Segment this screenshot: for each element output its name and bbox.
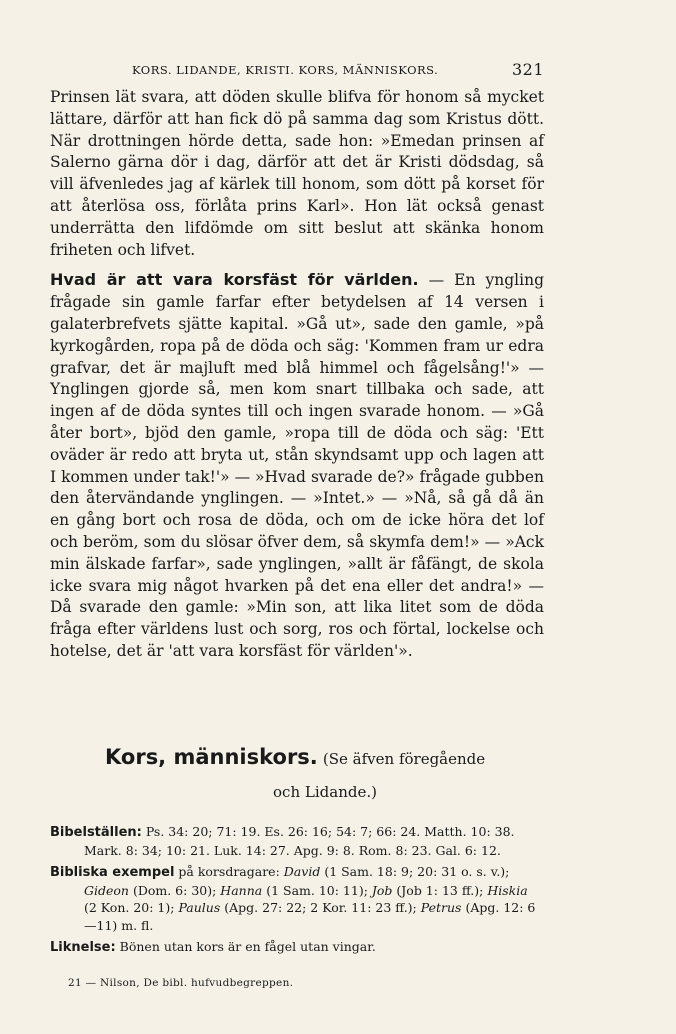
example-ref: (1 Sam. 10: 11); xyxy=(266,882,368,898)
liknelse-text: Bönen utan kors är en fågel utan vingar. xyxy=(119,939,376,954)
example-ref: (2 Kon. 20: 1); xyxy=(84,900,175,915)
bibelstallen-entry xyxy=(50,823,544,859)
section-note-a: (Se äfven föregående xyxy=(322,750,486,768)
paragraph-heading: Hvad är att vara korsfäst för världen. xyxy=(50,270,419,290)
example-name: Gideon xyxy=(84,882,129,898)
references xyxy=(50,823,544,961)
example-name: Job xyxy=(371,882,393,898)
paragraph-prinsen: Prinsen lät svara, att döden skulle blifva för honom så mycket lättare, därför att han fick dö på samma dag som Kristus dött. När drottningen hörde detta, sade hon: »Emedan prinsen af Salerno gärna dör i dag, därför att det är Kristi dödsdag, så vill äfvenledes jag af kärlek till honom, som dött på korset för att återlösa oss, förlåta prins Karl». Hon lät också genast underrätta den lifdömde om sitt beslut att skänka honom friheten och lifvet. xyxy=(50,88,544,259)
paragraph-korsfast xyxy=(50,269,544,662)
bibelstallen-text: Ps. 34: 20; 71: 19. Es. 26: 16; 54: 7; 66: 24. Matth. 10: 38. Mark. 8: 34; 10: 21. Luk. 14: 27. Apg. 9: 8. Rom. 8: 23. Gal. 6: 12. xyxy=(84,824,515,858)
bibliska-exempel-intro: på korsdragare: xyxy=(178,864,280,879)
section-heading xyxy=(105,745,545,801)
example-name: David xyxy=(283,864,321,879)
bibliska-exempel-entry xyxy=(50,863,544,934)
example-ref: (Apg. 12: 6—11) m. fl. xyxy=(84,900,536,933)
example-ref: (1 Sam. 18: 9; 20: 31 o. s. v.); xyxy=(324,864,510,879)
bibliska-exempel-label: Bibliska exempel xyxy=(50,865,175,880)
running-title: KORS. LIDANDE, KRISTI. KORS, MÄNNISKORS. xyxy=(132,63,439,77)
example-ref: (Dom. 6: 30); xyxy=(132,882,217,898)
section-note-b: och Lidande.) xyxy=(273,783,377,801)
example-name: Paulus xyxy=(178,900,221,915)
main-text xyxy=(50,87,544,663)
example-name: Hiskia xyxy=(487,882,528,898)
example-name: Petrus xyxy=(420,900,462,915)
example-name: Hanna xyxy=(220,882,263,898)
liknelse-entry xyxy=(50,938,544,957)
signature-line: 21 — Nilson, De bibl. hufvudbegreppen. xyxy=(68,977,294,989)
example-ref: (Apg. 27: 22; 2 Kor. 11: 23 ff.); xyxy=(224,900,417,915)
liknelse-label: Liknelse: xyxy=(50,940,116,955)
bibelstallen-label: Bibelställen: xyxy=(50,825,142,840)
section-title: Kors, människors. xyxy=(105,745,318,769)
example-ref: (Job 1: 13 ff.); xyxy=(396,882,484,898)
paragraph-korsfast-text: — En yngling frågade sin gamle farfar efter betydelsen af 14 versen i galaterbrefvets sjätte kapital. »Gå ut», sade den gamle, »på kyrkogården, ropa på de döda och säg: 'Kommen fram ur edra grafvar, det är majluft med blå himmel och fågelsång!'» — Ynglingen gjorde så, men kom snart tillbaka och sade, att ingen af de döda syntes till och ingen svarade honom. — »Gå åter bort», bjöd den gamle, »ropa till de döda och säg: 'Ett oväder är redo att bryta ut, stån skyndsamt upp och lagen att I kommen under tak!'» — »Hvad svarade de?» frågade gubben den återvändande ynglingen. — »Intet.» — »Nå, så gå då än en gång bort och rosa de döda, och om de icke höra det lof och beröm, som du slösar öfver dem, så skymfa dem!» — »Ack min älskade farfar», sade ynglingen, »allt är fåfängt, de skola icke svara mig något hvarken på det ena eller det andra!» — Då svarade den gamle: »Min son, att lika litet som de döda fråga efter världens lust och sorg, ros och förtal, lockelse och hotelse, det är 'att vara korsfäst för världen'». xyxy=(50,271,544,660)
page-number: 321 xyxy=(511,60,544,79)
